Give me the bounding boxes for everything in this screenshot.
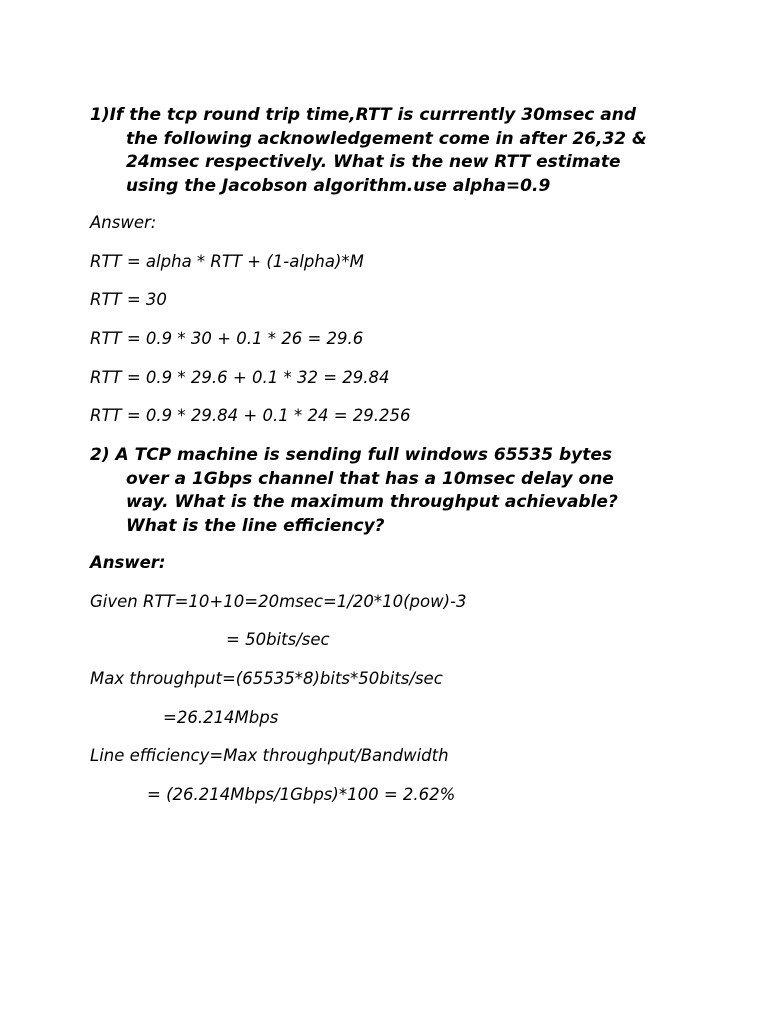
answer-2-heading: Answer: [90, 553, 166, 572]
question-2 [90, 444, 690, 538]
question-2-line: over a 1Gbps channel that has a 10msec delay one [126, 468, 614, 489]
answer-2-line: = (26.214Mbps/1Gbps)*100 = 2.62% [147, 785, 456, 804]
answer-1-line: RTT = alpha * RTT + (1-alpha)*M [90, 252, 364, 271]
answer-2-line: =26.214Mbps [163, 708, 279, 727]
answer-2-line: Max throughput=(65535*8)bits*50bits/sec [90, 669, 443, 688]
question-2-line: What is the line efficiency? [126, 515, 385, 536]
answer-1-line: RTT = 0.9 * 29.6 + 0.1 * 32 = 29.84 [90, 368, 390, 387]
answer-1-line: RTT = 0.9 * 29.84 + 0.1 * 24 = 29.256 [90, 406, 411, 425]
question-1-line: 1)If the tcp round trip time,RTT is currrently 30msec and [90, 105, 637, 125]
question-1-line: the following acknowledgement come in after 26,32 & [126, 128, 647, 149]
answer-1-line: RTT = 0.9 * 30 + 0.1 * 26 = 29.6 [90, 329, 364, 348]
question-1-line: using the Jacobson algorithm.use alpha=0.9 [126, 175, 551, 196]
question-1-line: 24msec respectively. What is the new RTT estimate [126, 152, 621, 172]
question-2-line: 2) A TCP machine is sending full windows 65535 bytes [90, 445, 612, 465]
answer-2-line: Line efficiency=Max throughput/Bandwidth [90, 746, 449, 765]
question-1 [90, 104, 690, 198]
answer-2-line: = 50bits/sec [226, 630, 330, 649]
answer-2-line: Given RTT=10+10=20msec=1/20*10(pow)-3 [90, 592, 467, 611]
answer-1-line: RTT = 30 [90, 290, 167, 309]
answer-1-heading: Answer: [90, 213, 157, 232]
question-2-line: way. What is the maximum throughput achievable? [126, 492, 618, 512]
